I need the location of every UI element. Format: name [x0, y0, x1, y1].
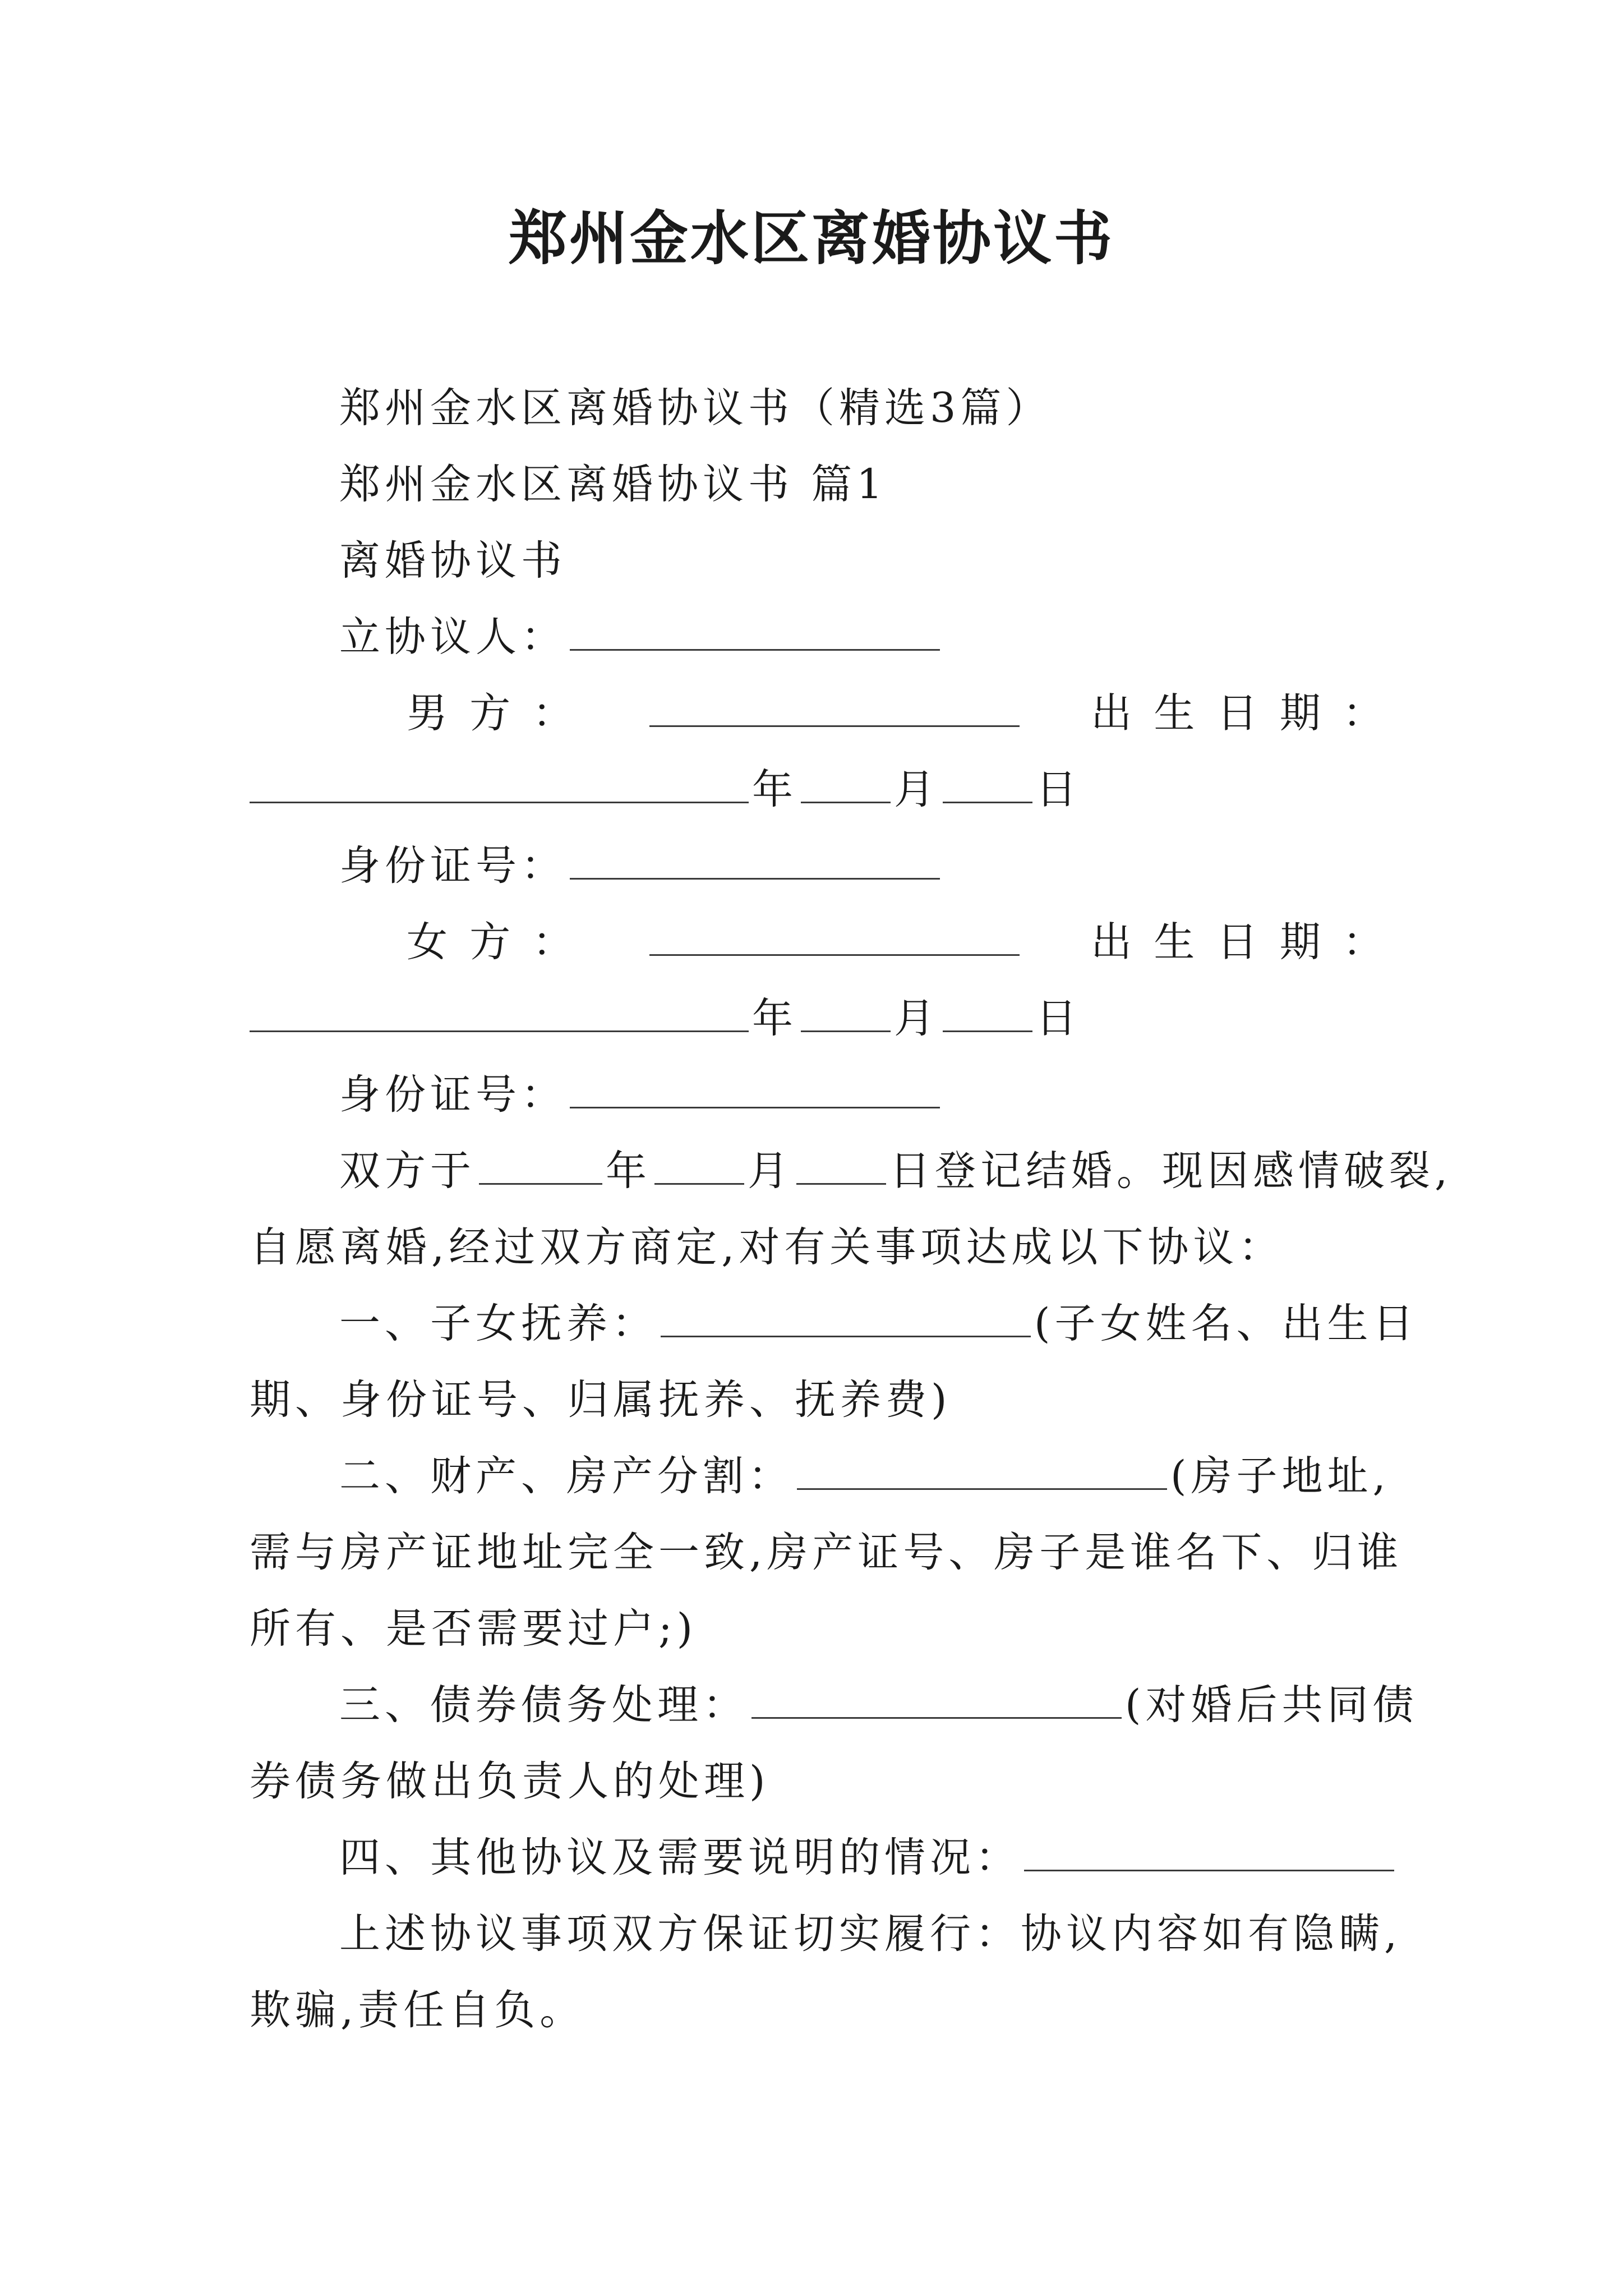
female-birth-label: 出 生 日 期 ：	[1091, 918, 1388, 966]
item3-cont-line: 券债务做出负责人的处理)	[250, 1757, 770, 1805]
item1-note: (子女姓名、出生日	[1034, 1300, 1418, 1347]
item1-line	[250, 1286, 1418, 1362]
male-label: 男 方 ：	[407, 689, 578, 737]
female-birth-blank	[250, 991, 749, 1032]
male-birth-label: 出 生 日 期 ：	[1091, 689, 1388, 737]
male-birth-date-line	[250, 752, 1388, 828]
party-blank	[570, 610, 940, 651]
marriage-year-blank	[479, 1144, 602, 1185]
item2-blank	[797, 1449, 1167, 1490]
month-label: 月	[894, 766, 939, 813]
item3-blank	[751, 1678, 1122, 1719]
male-name-blank	[649, 686, 1020, 727]
marriage-day-blank	[796, 1144, 886, 1185]
female-label: 女 方 ：	[407, 918, 578, 966]
item2-label: 二、财产、房产分割：	[339, 1452, 794, 1500]
item3-note: (对婚后共同债	[1125, 1681, 1418, 1729]
day-label: 日	[1036, 995, 1081, 1042]
month-label: 月	[748, 1147, 793, 1195]
item2-line	[250, 1438, 1388, 1515]
day-blank	[943, 991, 1032, 1032]
male-id-line	[250, 828, 1388, 904]
id-label: 身份证号：	[339, 1071, 566, 1119]
marriage-cont-line: 自愿离婚,经过双方商定,对有关事项达成以下协议：	[250, 1223, 1284, 1271]
party-label: 立协议人：	[339, 613, 566, 661]
item3-line	[250, 1667, 1418, 1743]
item2-cont-line-2: 所有、是否需要过户;)	[250, 1605, 698, 1653]
day-blank	[943, 762, 1032, 803]
month-label: 月	[894, 995, 939, 1042]
section-heading: 郑州金水区离婚协议书 篇1	[339, 461, 887, 508]
marriage-suffix: 日登记结婚。现因感情破裂,	[889, 1147, 1453, 1195]
month-blank	[801, 762, 891, 803]
closing-cont-line: 欺骗,责任自负。	[250, 1986, 585, 2034]
item1-label: 一、子女抚养：	[339, 1300, 657, 1347]
id-label: 身份证号：	[339, 842, 566, 890]
day-label: 日	[1036, 766, 1081, 813]
item2-cont-line-1: 需与房产证地址完全一致,房产证号、房子是谁名下、归谁	[250, 1529, 1403, 1576]
year-label: 年	[606, 1147, 651, 1195]
male-line	[250, 675, 1388, 752]
item4-label: 四、其他协议及需要说明的情况：	[339, 1834, 1021, 1881]
item4-blank	[1024, 1830, 1394, 1871]
marriage-prefix: 双方于	[339, 1147, 476, 1195]
female-name-blank	[649, 915, 1020, 956]
item1-cont-line: 期、身份证号、归属抚养、抚养费)	[250, 1376, 952, 1424]
female-line	[250, 904, 1388, 981]
male-birth-blank	[250, 762, 749, 803]
female-id-line	[250, 1057, 1388, 1133]
subtitle-line: 郑州金水区离婚协议书（精选3篇）	[339, 384, 1052, 432]
year-label: 年	[752, 995, 797, 1042]
agreement-heading: 离婚协议书	[339, 537, 566, 585]
marriage-month-blank	[654, 1144, 744, 1185]
female-id-blank	[570, 1068, 940, 1108]
document-title: 郑州金水区离婚协议书	[508, 204, 1114, 273]
year-label: 年	[752, 766, 797, 813]
item1-blank	[661, 1296, 1031, 1337]
month-blank	[801, 991, 891, 1032]
item3-label: 三、债券债务处理：	[339, 1681, 748, 1729]
closing-line: 上述协议事项双方保证切实履行：协议内容如有隐瞒,	[339, 1910, 1402, 1958]
document-body	[250, 370, 1453, 2049]
female-birth-date-line	[250, 981, 1388, 1057]
item4-line	[250, 1820, 1388, 1896]
marriage-line	[250, 1133, 1453, 1209]
party-line	[250, 599, 1388, 675]
male-id-blank	[570, 839, 940, 880]
item2-note: (房子地址,	[1170, 1452, 1390, 1500]
